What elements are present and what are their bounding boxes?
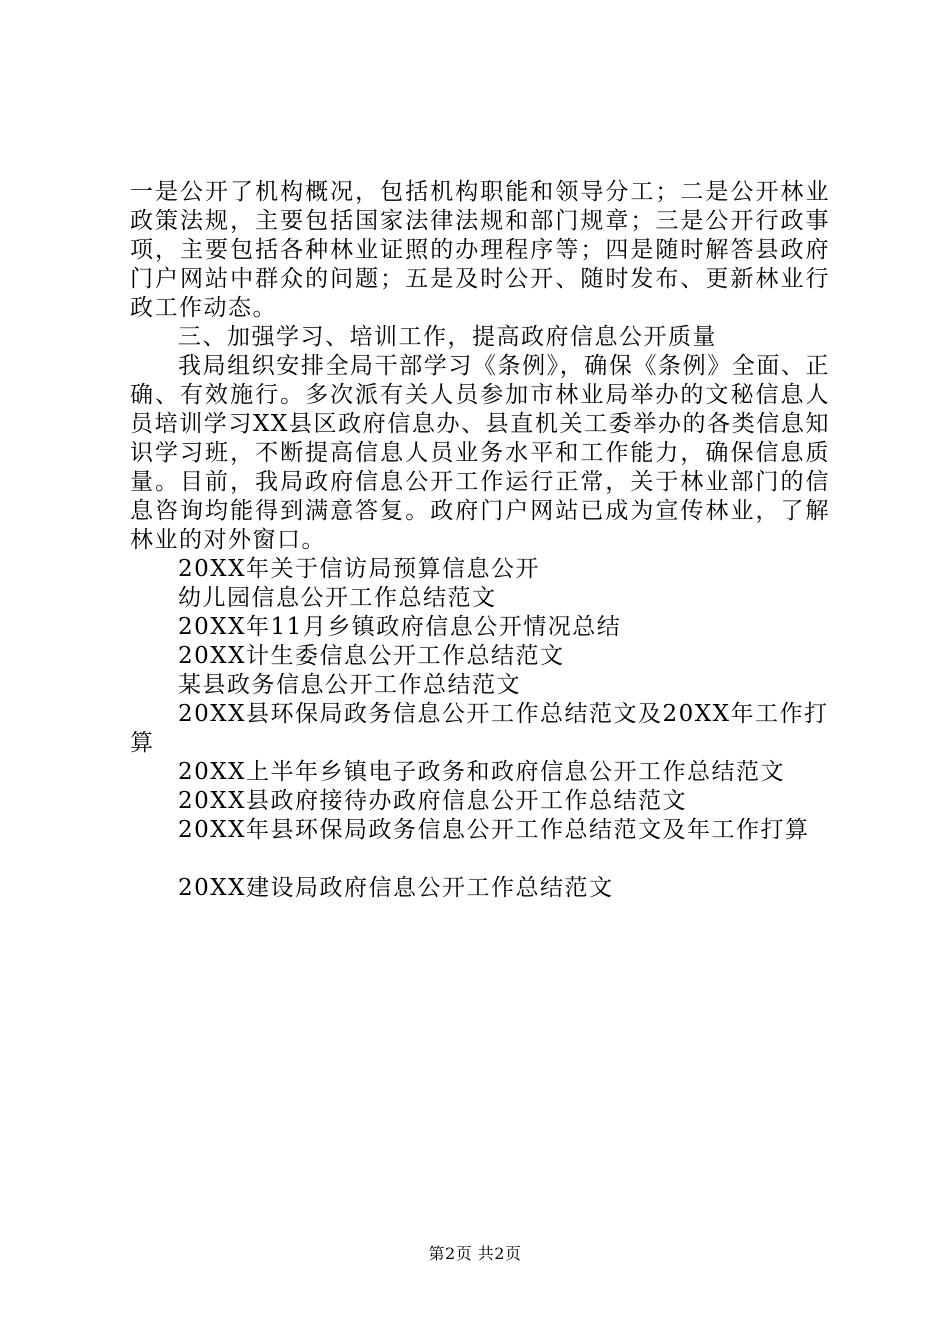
- related-article-link[interactable]: 20XX上半年乡镇电子政务和政府信息公开工作总结范文: [178, 759, 786, 785]
- section-heading-training: 三、加强学习、培训工作，提高政府信息公开质量: [178, 324, 717, 350]
- related-article-link[interactable]: 20XX县政府接待办政府信息公开工作总结范文: [178, 788, 688, 814]
- related-article-link[interactable]: 幼儿园信息公开工作总结范文: [178, 585, 497, 611]
- related-article-link[interactable]: 某县政务信息公开工作总结范文: [178, 672, 521, 698]
- related-article-link[interactable]: 20XX计生委信息公开工作总结范文: [178, 643, 565, 669]
- related-article-link[interactable]: 20XX建设局政府信息公开工作总结范文: [178, 875, 614, 901]
- related-article-link[interactable]: 20XX年县环保局政务信息公开工作总结范文及年工作打算: [178, 817, 810, 843]
- related-article-link[interactable]: 20XX年关于信访局预算信息公开: [178, 556, 541, 582]
- related-article-link[interactable]: 20XX年11月乡镇政府信息公开情况总结: [178, 614, 622, 640]
- related-articles-list: [130, 555, 830, 903]
- related-article-link[interactable]: 20XX县环保局政务信息公开工作总结范文及20XX年工作打算: [130, 701, 829, 756]
- paragraph-disclosure-items: 一是公开了机构概况，包括机构职能和领导分工；二是公开林业政策法规，主要包括国家法律法规和部门规章；三是公开行政事项，主要包括各种林业证照的办理程序等；四是随时解答县政府门户网站中群众的问题；五是及时公开、随时发布、更新林业行政工作动态。: [130, 179, 830, 321]
- paragraph-training: 我局组织安排全局干部学习《条例》，确保《条例》全面、正确、有效施行。多次派有关人员参加市林业局举办的文秘信息人员培训学习XX县区政府信息办、县直机关工委举办的各类信息知识学习班，不断提高信息人员业务水平和工作能力，确保信息质量。目前，我局政府信息公开工作运行正常，关于林业部门的信息咨询均能得到满意答复。政府门户网站已成为宣传林业，了解林业的对外窗口。: [130, 353, 830, 553]
- page-number-footer: 第2页 共2页: [428, 1244, 522, 1263]
- document-body: [130, 178, 830, 903]
